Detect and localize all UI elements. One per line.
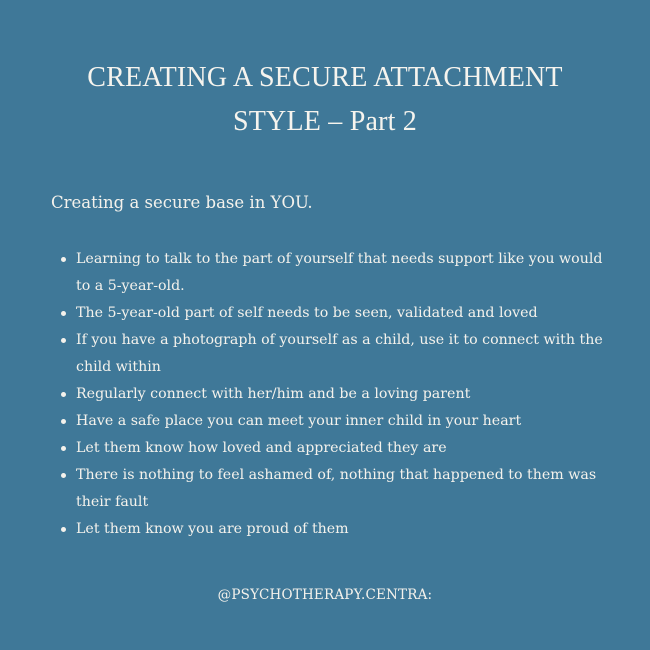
- bullet-icon: [61, 311, 66, 316]
- bullet-icon: [61, 446, 66, 451]
- bullet-icon: [61, 338, 66, 343]
- list-item: [61, 516, 621, 543]
- bullet-icon: [61, 527, 66, 532]
- list-item-text: Let them know you are proud of them: [76, 521, 349, 537]
- list-item-text: If you have a photograph of yourself as a child, use it to connect with the child within: [76, 332, 603, 375]
- list-item-text: Have a safe place you can meet your inner child in your heart: [76, 413, 522, 429]
- list-item: [61, 246, 621, 300]
- list-item-text: There is nothing to feel ashamed of, nothing that happened to them was their fault: [76, 467, 597, 510]
- list-item-text: Let them know how loved and appreciated they are: [76, 440, 447, 456]
- bullet-icon: [61, 257, 66, 262]
- page-title: [0, 56, 650, 144]
- bullet-icon: [61, 419, 66, 424]
- bullet-list: [61, 246, 621, 543]
- list-item: [61, 327, 621, 381]
- list-item-text: The 5-year-old part of self needs to be seen, validated and loved: [76, 305, 538, 321]
- title-line-2: STYLE – Part 2: [232, 106, 417, 137]
- title-line-1: CREATING A SECURE ATTACHMENT: [87, 62, 563, 93]
- bullet-icon: [61, 473, 66, 478]
- section-heading: Creating a secure base in YOU.: [51, 193, 313, 212]
- account-handle: @PSYCHOTHERAPY.CENTRA:: [217, 587, 433, 603]
- list-item: [61, 408, 621, 435]
- list-item-text: Learning to talk to the part of yourself that needs support like you would to a 5-year-old.: [76, 251, 603, 294]
- list-item: [61, 300, 621, 327]
- list-item-text: Regularly connect with her/him and be a loving parent: [76, 386, 471, 402]
- list-item: [61, 462, 621, 516]
- list-item: [61, 381, 621, 408]
- list-item: [61, 435, 621, 462]
- bullet-icon: [61, 392, 66, 397]
